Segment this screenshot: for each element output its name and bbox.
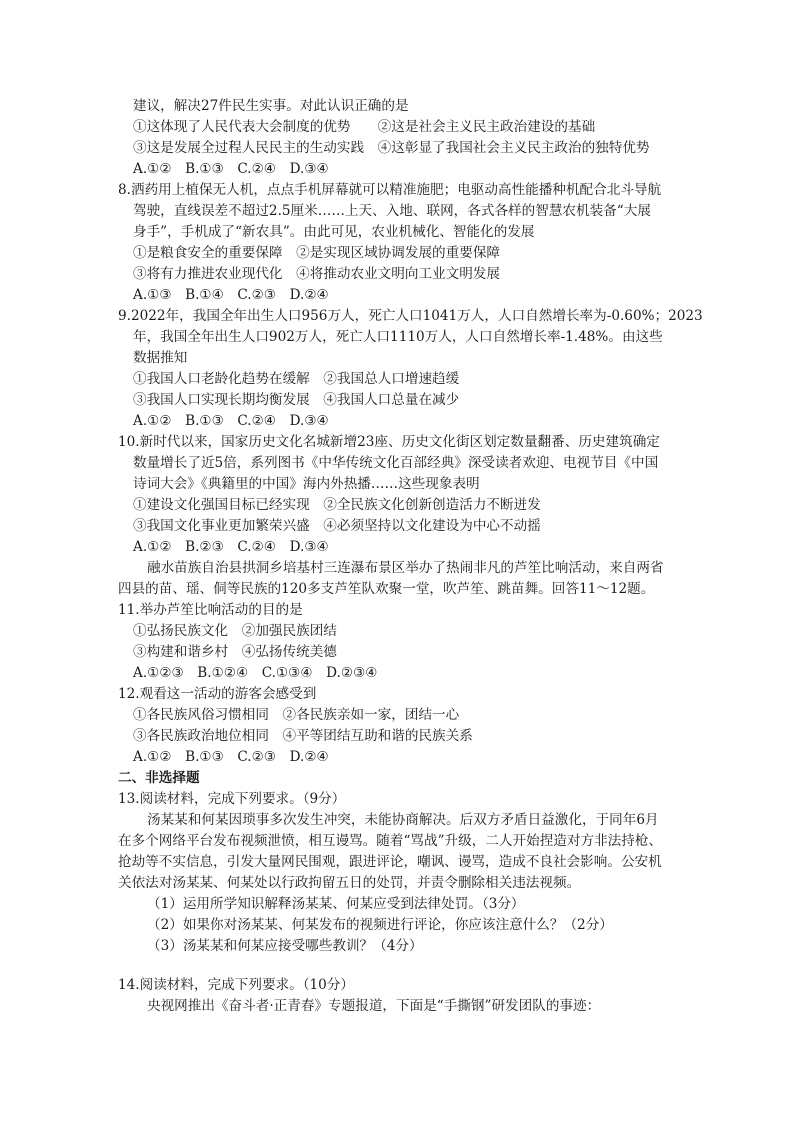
- q13-material-cont: 关依法对汤某某、何某处以行政拘留五日的处罚，并责令删除相关违法视频。: [118, 875, 581, 891]
- q8-options-3-4: ③将有力推进农业现代化 ④将推动农业文明向工业文明发展: [133, 266, 501, 282]
- q9-options-1-2: ①我国人口老龄化趋势在缓解 ②我国总人口增速趋缓: [133, 371, 460, 387]
- q13-material: 汤某某和何某因琐事多次发生冲突，未能协商解决。后双方矛盾日益激化，于同年6月: [147, 812, 659, 828]
- q10-stem: 10.新时代以来，国家历史文化名城新增23座、历史文化街区划定数量翻番、历史建筑确定: [118, 434, 660, 450]
- q11-options-1-2: ①弘扬民族文化 ②加强民族团结: [133, 623, 337, 639]
- q14-stem: 14.阅读材料，完成下列要求。（10分）: [118, 977, 355, 993]
- q8-stem-cont: 驾驶，直线误差不超过2.5厘米……上天、入地、联网，各式各样的智慧农机装备“大展: [133, 203, 651, 219]
- q9-stem-cont: 数据推知: [133, 350, 188, 366]
- q9-stem: 9.2022年，我国全年出生人口956万人，死亡人口1041万人，人口自然增长率为-0.60%；2023: [118, 308, 703, 324]
- material-intro-cont: 四县的苗、瑶、侗等民族的120多支芦笙队欢聚一堂，吹芦笙、跳苗舞。回答11～12题。: [118, 581, 655, 597]
- q9-stem-cont: 年，我国全年出生人口902万人，死亡人口1110万人，人口自然增长率-1.48%。由这些: [133, 329, 663, 345]
- q7-options-1-2: ①这体现了人民代表大会制度的优势 ②这是社会主义民主政治建设的基础: [133, 119, 596, 135]
- q8-stem-cont: 身手”，手机成了“新农具”。由此可见，农业机械化、智能化的发展: [133, 224, 535, 240]
- q13-sub-2: （2）如果你对汤某某、何某发布的视频进行评论，你应该注意什么？（2分）: [147, 917, 613, 933]
- q12-options-1-2: ①各民族风俗习惯相同 ②各民族亲如一家，团结一心: [133, 707, 460, 723]
- q10-answers: A.①② B.②③ C.②④ D.③④: [133, 539, 329, 555]
- q13-material-cont: 在多个网络平台发布视频泄愤，相互谩骂。随着“骂战”升级，二人开始捏造对方非法持枪、: [118, 833, 663, 849]
- q14-material: 央视网推出《奋斗者·正青春》专题报道，下面是“手撕钢”研发团队的事迹：: [147, 998, 601, 1014]
- q7-stem-cont: 建议，解决27件民生实事。对此认识正确的是: [133, 98, 409, 114]
- q13-stem: 13.阅读材料，完成下列要求。（9分）: [118, 791, 346, 807]
- q8-stem: 8.洒药用上植保无人机，点点手机屏幕就可以精准施肥；电驱动高性能播种机配合北斗导航: [118, 182, 662, 198]
- q10-options-3-4: ③我国文化事业更加繁荣兴盛 ④必须坚持以文化建设为中心不动摇: [133, 518, 541, 534]
- q13-material-cont: 抢劫等不实信息，引发大量网民围观，跟进评论，嘲讽、谩骂，造成不良社会影响。公安机: [118, 854, 662, 870]
- q11-stem: 11.举办芦笙比响活动的目的是: [118, 602, 303, 618]
- q11-answers: A.①②③ B.①②④ C.①③④ D.②③④: [133, 665, 378, 681]
- q12-answers: A.①② B.①③ C.②③ D.②④: [133, 749, 329, 765]
- q7-answers: A.①② B.①③ C.②④ D.③④: [133, 161, 329, 177]
- q13-sub-1: （1）运用所学知识解释汤某某、何某应受到法律处罚。（3分）: [147, 896, 525, 912]
- q10-options-1-2: ①建设文化强国目标已经实现 ②全民族文化创新创造活力不断迸发: [133, 497, 541, 513]
- q8-answers: A.①③ B.①④ C.②③ D.②④: [133, 287, 329, 303]
- q8-options-1-2: ①是粮食安全的重要保障 ②是实现区域协调发展的重要保障: [133, 245, 501, 261]
- q12-stem: 12.观看这一活动的游客会感受到: [118, 686, 317, 702]
- q10-stem-cont: 诗词大会》《典籍里的中国》海内外热播……这些现象表明: [133, 476, 480, 492]
- q13-sub-3: （3）汤某某和何某应接受哪些教训？（4分）: [147, 938, 423, 954]
- q9-options-3-4: ③我国人口实现长期均衡发展 ④我国人口总量在减少: [133, 392, 460, 408]
- q9-answers: A.①② B.①③ C.②④ D.③④: [133, 413, 329, 429]
- q11-options-3-4: ③构建和谐乡村 ④弘扬传统美德: [133, 644, 337, 660]
- q7-options-3-4: ③这是发展全过程人民民主的生动实践 ④这彰显了我国社会主义民主政治的独特优势: [133, 140, 650, 156]
- q10-stem-cont: 数量增长了近5倍，系列图书《中华传统文化百部经典》深受读者欢迎、电视节目《中国: [133, 455, 659, 471]
- material-intro: 融水苗族自治县拱洞乡培基村三连瀑布景区举办了热闹非凡的芦笙比响活动，来自两省: [147, 560, 664, 576]
- section-heading: 二、非选择题: [118, 770, 200, 786]
- q12-options-3-4: ③各民族政治地位相同 ④平等团结互助和谐的民族关系: [133, 728, 473, 744]
